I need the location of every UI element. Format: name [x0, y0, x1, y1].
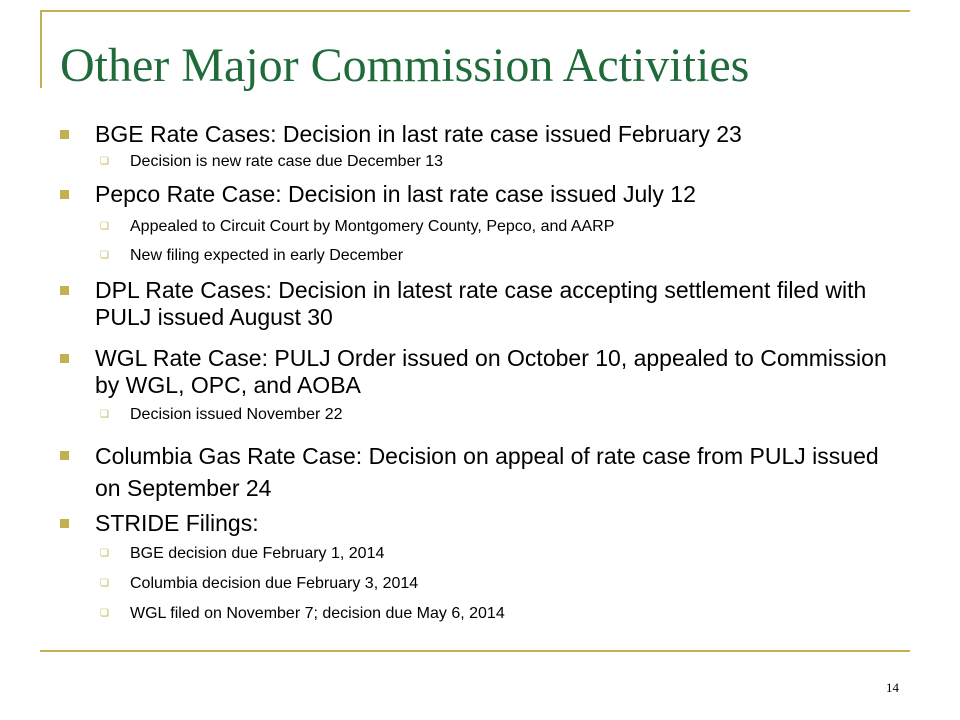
frame-bottom-rule: [40, 650, 910, 652]
checkbox-bullet-icon: ❏: [100, 578, 109, 589]
sub-bullet-text: WGL filed on November 7; decision due May 6, 2014: [130, 605, 505, 622]
sub-bullet-item: [100, 152, 890, 172]
square-bullet-icon: [60, 286, 69, 295]
sub-bullet-item: [100, 405, 890, 425]
square-bullet-icon: [60, 354, 69, 363]
sub-bullet-item: [100, 604, 890, 624]
bullet-item: [95, 510, 895, 537]
sub-bullet-item: [100, 574, 890, 594]
checkbox-bullet-icon: ❏: [100, 608, 109, 619]
frame-top-rule: [40, 10, 910, 12]
bullet-item: [95, 277, 895, 331]
sub-bullet-text: New filing expected in early December: [130, 247, 404, 264]
bullet-item: [95, 121, 895, 148]
bullet-item: [95, 181, 895, 208]
sub-bullet-text: BGE decision due February 1, 2014: [130, 545, 385, 562]
sub-bullet-text: Appealed to Circuit Court by Montgomery County, Pepco, and AARP: [130, 218, 615, 235]
square-bullet-icon: [60, 190, 69, 199]
bullet-text: DPL Rate Cases: Decision in latest rate case accepting settlement filed with PULJ issued August 30: [95, 277, 867, 330]
bullet-text: WGL Rate Case: PULJ Order issued on October 10, appealed to Commission by WGL, OPC, and AOBA: [95, 345, 887, 398]
bullet-item: [95, 345, 895, 399]
bullet-text: BGE Rate Cases: Decision in last rate case issued February 23: [95, 121, 742, 147]
checkbox-bullet-icon: ❏: [100, 221, 109, 232]
bullet-text: STRIDE Filings:: [95, 510, 259, 536]
page-number: 14: [886, 680, 899, 695]
checkbox-bullet-icon: ❏: [100, 250, 109, 261]
checkbox-bullet-icon: ❏: [100, 548, 109, 559]
checkbox-bullet-icon: ❏: [100, 409, 109, 420]
sub-bullet-item: [100, 544, 890, 564]
square-bullet-icon: [60, 519, 69, 528]
slide-title: Other Major Commission Activities: [60, 39, 750, 92]
bullet-item: [95, 440, 895, 504]
square-bullet-icon: [60, 451, 69, 460]
bullet-text: Columbia Gas Rate Case: Decision on appeal of rate case from PULJ issued on September 24: [95, 443, 879, 501]
sub-bullet-text: Decision is new rate case due December 13: [130, 153, 444, 170]
sub-bullet-item: [100, 217, 890, 237]
bullet-text: Pepco Rate Case: Decision in last rate case issued July 12: [95, 181, 696, 207]
square-bullet-icon: [60, 130, 69, 139]
sub-bullet-item: [100, 246, 890, 266]
sub-bullet-text: Columbia decision due February 3, 2014: [130, 575, 419, 592]
frame-left-rule: [40, 10, 42, 88]
checkbox-bullet-icon: ❏: [100, 156, 109, 167]
sub-bullet-text: Decision issued November 22: [130, 406, 343, 423]
